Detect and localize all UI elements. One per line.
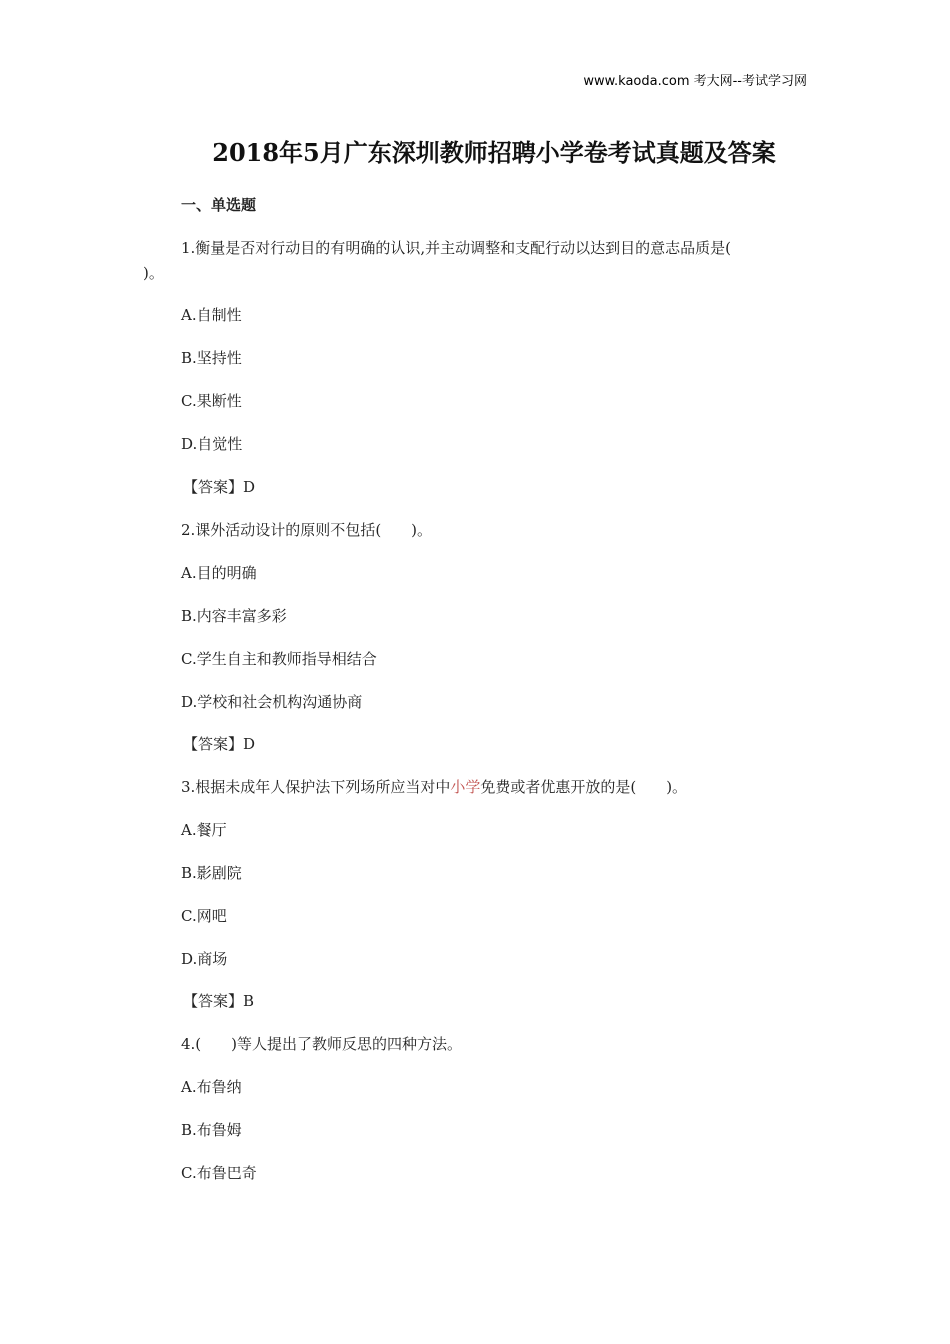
question-1-option-d: D.自觉性 bbox=[181, 435, 243, 453]
question-3-option-a: A.餐厅 bbox=[181, 821, 227, 839]
question-1-answer: 【答案】D bbox=[183, 478, 256, 496]
question-4-option-c: C.布鲁巴奇 bbox=[181, 1164, 257, 1182]
question-3-stem-after: 免费或者优惠开放的是( )。 bbox=[480, 778, 688, 796]
question-1-option-a: A.自制性 bbox=[181, 306, 242, 324]
question-3-option-c: C.网吧 bbox=[181, 907, 227, 925]
question-1-stem: 1.衡量是否对行动目的有明确的认识,并主动调整和支配行动以达到目的意志品质是( bbox=[181, 239, 731, 257]
question-3-stem-link[interactable]: 小学 bbox=[450, 778, 481, 796]
question-3-stem-before: 3.根据未成年人保护法下列场所应当对中 bbox=[181, 778, 451, 796]
question-4-option-a: A.布鲁纳 bbox=[181, 1078, 242, 1096]
question-4-option-b: B.布鲁姆 bbox=[181, 1121, 242, 1139]
question-3-stem bbox=[181, 776, 687, 798]
question-1-option-b: B.坚持性 bbox=[181, 349, 242, 367]
question-1-option-c: C.果断性 bbox=[181, 392, 242, 410]
question-2-option-a: A.目的明确 bbox=[181, 564, 257, 582]
question-2-option-b: B.内容丰富多彩 bbox=[181, 607, 287, 625]
question-3-option-d: D.商场 bbox=[181, 950, 228, 968]
question-2-stem: 2.课外活动设计的原则不包括( )。 bbox=[181, 521, 433, 539]
page-title: 2018年5月广东深圳教师招聘小学卷考试真题及答案 bbox=[212, 138, 776, 167]
question-2-answer: 【答案】D bbox=[183, 735, 256, 753]
question-3-option-b: B.影剧院 bbox=[181, 864, 242, 882]
site-header: www.kaoda.com 考大网--考试学习网 bbox=[583, 74, 807, 89]
question-3-answer: 【答案】B bbox=[183, 992, 255, 1010]
question-1-stem-continued: )。 bbox=[143, 264, 164, 282]
question-2-option-c: C.学生自主和教师指导相结合 bbox=[181, 650, 377, 668]
section-title: 一、单选题 bbox=[181, 196, 257, 214]
question-2-option-d: D.学校和社会机构沟通协商 bbox=[181, 693, 363, 711]
question-4-stem: 4.( )等人提出了教师反思的四种方法。 bbox=[181, 1035, 463, 1053]
